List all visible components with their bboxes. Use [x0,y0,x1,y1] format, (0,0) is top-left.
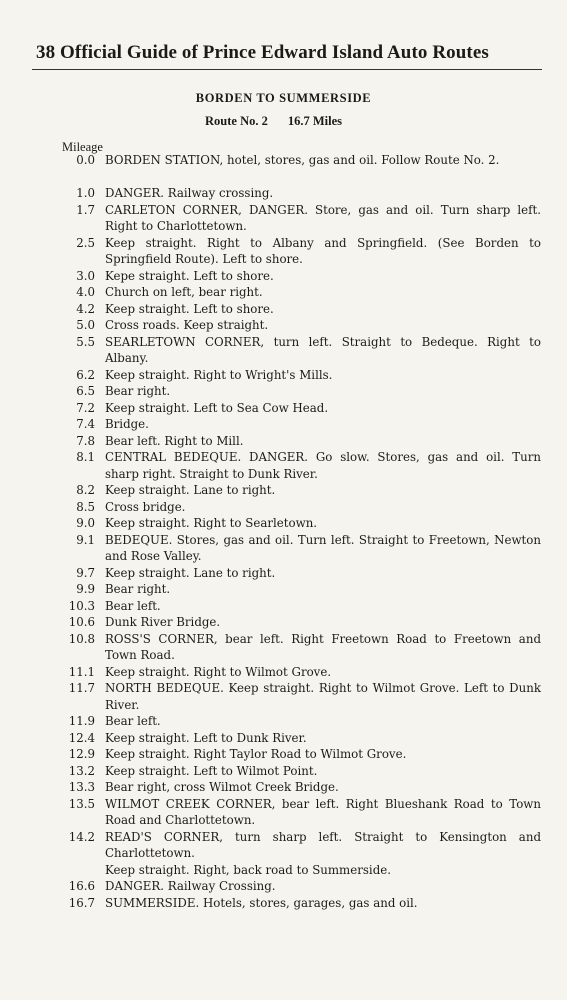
route-entry [0,763,567,780]
entry-direction: Keep straight. Left to Wilmot Point. [105,763,318,778]
entry-mileage: 12.9 [68,747,95,761]
route-entry [0,202,567,235]
route-entry [0,482,567,499]
route-entry [0,383,567,400]
route-entry [0,878,567,895]
entry-direction: WILMOT CREEK CORNER, bear left. Right Blueshank Road to Town Road and Charlottetown. [105,796,541,827]
entry-direction: Keep straight. Right to Wright's Mills. [105,367,333,382]
entry-mileage: 6.2 [76,367,95,382]
entry-direction: Keep straight. Right to Wilmot Grove. [105,664,332,679]
entry-direction: Bear right. [105,582,171,596]
entry-direction: NORTH BEDEQUE. Keep straight. Right to Wilmot Grove. Left to Dunk River. [105,681,541,712]
route-entry [0,581,567,598]
entry-mileage: 14.2 [68,829,95,844]
entry-mileage: 5.0 [76,318,95,332]
mileage-heading: Mileage [62,140,103,154]
route-entry [0,367,567,384]
entry-mileage: 1.7 [76,202,95,217]
running-head: 38 Official Guide of Prince Edward Island Auto Routes [36,42,489,63]
route-entry [0,416,567,433]
route-entry [0,895,567,912]
entry-mileage: 13.3 [68,780,95,794]
route-entry [0,317,567,334]
entry-mileage: 9.9 [76,582,95,596]
route-entry [0,301,567,318]
header-rule [32,69,542,70]
entry-direction: READ'S CORNER, turn sharp left. Straight to Kensington and Charlottetown. [105,829,541,860]
entry-direction: Keep straight. Right to Albany and Springfield. (See Borden to Springfield Route). Left to shore. [105,235,541,266]
route-entry [0,152,567,185]
entry-mileage: 9.1 [76,532,95,547]
route-entry [0,862,567,879]
route-entry [0,779,567,796]
entry-mileage: 16.6 [68,879,95,893]
entry-direction: Cross roads. Keep straight. [105,318,269,332]
route-entry [0,664,567,681]
entry-mileage: 9.0 [76,516,95,530]
route-entry [0,499,567,516]
entry-mileage: 10.8 [68,631,95,646]
entry-mileage: 4.2 [76,301,95,316]
route-distance: 16.7 Miles [287,114,343,128]
route-title: BORDEN TO SUMMERSIDE [195,91,372,105]
route-entry [0,598,567,615]
entry-mileage: 11.7 [68,681,95,695]
route-entry [0,433,567,450]
entry-mileage: 2.5 [76,235,95,250]
entry-mileage: 10.3 [68,598,95,613]
route-entry [0,515,567,532]
entry-direction: Church on left, bear right. [105,285,263,299]
route-subtitle [205,114,342,129]
entry-mileage: 16.7 [68,895,95,910]
route-entry [0,614,567,631]
entry-direction: Kepe straight. Left to shore. [105,268,274,283]
entry-mileage: 8.5 [76,499,95,514]
route-entry [0,680,567,713]
entry-direction: CARLETON CORNER, DANGER. Store, gas and oil. Turn sharp left. Right to Charlottetown. [105,202,541,233]
entry-direction: Keep straight. Left to Sea Cow Head. [105,400,329,415]
entry-direction: Cross bridge. [105,499,186,514]
entry-mileage: 4.0 [76,285,95,299]
entry-direction: Keep straight. Right to Searletown. [105,516,318,530]
entry-direction: Bear right. [105,384,171,398]
route-log [0,152,567,911]
route-entry [0,829,567,862]
entry-direction: BORDEN STATION, hotel, stores, gas and oil. Follow Route No. 2. [105,153,500,167]
entry-direction: ROSS'S CORNER, bear left. Right Freetown Road to Freetown and Town Road. [105,631,541,662]
route-entry [0,235,567,268]
route-entry [0,268,567,285]
route-entry [0,185,567,202]
entry-direction: Bear left. [105,714,161,728]
route-entry [0,334,567,367]
entry-direction: DANGER. Railway Crossing. [105,879,276,893]
entry-mileage: 7.8 [76,433,95,448]
entry-mileage: 1.0 [76,186,95,200]
route-entry [0,284,567,301]
entry-mileage: 5.5 [76,334,95,349]
entry-direction: Keep straight. Right, back road to Summerside. [105,862,391,877]
entry-mileage: 8.1 [76,450,95,464]
route-entry [0,565,567,582]
route-entry [0,631,567,664]
entry-mileage: 12.4 [68,730,95,745]
route-number: Route No. 2 [205,114,268,128]
entry-mileage: 11.1 [68,664,95,679]
entry-direction: Bridge. [105,417,149,431]
entry-mileage: 9.7 [76,565,95,580]
route-entry [0,730,567,747]
entry-direction: SEARLETOWN CORNER, turn left. Straight to Bedeque. Right to Albany. [105,334,541,365]
entry-direction: BEDEQUE. Stores, gas and oil. Turn left. Straight to Freetown, Newton and Rose Valley. [105,532,541,563]
entry-direction: Keep straight. Right Taylor Road to Wilmot Grove. [105,747,407,761]
entry-direction: Keep straight. Lane to right. [105,483,276,497]
route-entry [0,400,567,417]
entry-direction: Keep straight. Left to shore. [105,301,274,316]
entry-mileage: 11.9 [68,714,95,728]
route-entry [0,532,567,565]
route-entry [0,746,567,763]
entry-mileage: 8.2 [76,483,95,497]
route-entry [0,796,567,829]
route-entry [0,449,567,482]
entry-direction: Dunk River Bridge. [105,615,221,629]
entry-mileage: 6.5 [76,384,95,398]
entry-mileage: 13.2 [68,763,95,778]
route-entry [0,713,567,730]
entry-mileage: 13.5 [68,796,95,811]
entry-direction: Keep straight. Lane to right. [105,565,276,580]
entry-mileage: 10.6 [68,615,95,629]
entry-mileage: 3.0 [76,268,95,283]
entry-direction: Keep straight. Left to Dunk River. [105,730,307,745]
entry-direction: DANGER. Railway crossing. [105,186,274,200]
entry-direction: SUMMERSIDE. Hotels, stores, garages, gas and oil. [105,895,418,910]
entry-direction: CENTRAL BEDEQUE. DANGER. Go slow. Stores, gas and oil. Turn sharp right. Straight to Dunk River. [105,450,541,481]
entry-direction: Bear left. Right to Mill. [105,433,244,448]
entry-mileage: 7.2 [76,400,95,415]
entry-direction: Bear left. [105,598,161,613]
entry-mileage: 0.0 [76,153,95,167]
entry-mileage: 7.4 [76,417,95,431]
entry-direction: Bear right, cross Wilmot Creek Bridge. [105,780,339,794]
